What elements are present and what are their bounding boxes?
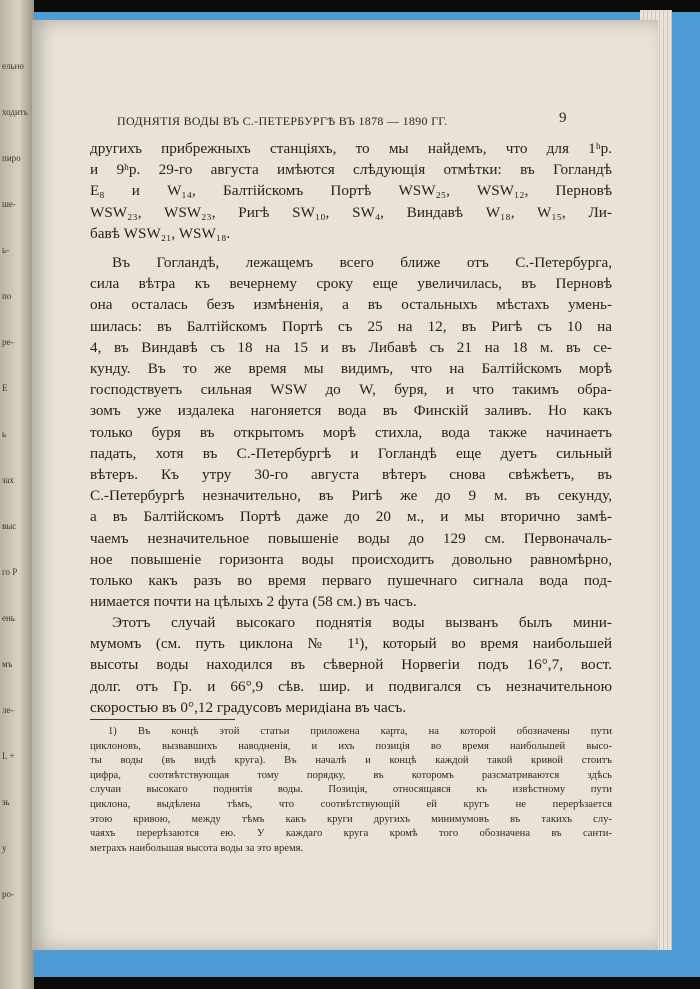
text-line: WSW₂₃, WSW₂₃, Ригѣ SW₁₀, SW₄, Виндавѣ W₁₈, W₁₅, Ли- [90,203,612,221]
text-line: шилась: въ Балтійскомъ Портѣ съ 25 на 12, въ Ригѣ съ 10 на [90,317,612,335]
footnote-line: чаяхъ перерѣзаются ею. У каждаго круга кромѣ того обозначена въ санти- [90,828,612,840]
left-page-fragment: ельно [2,61,24,71]
left-page-fragment: ень [2,613,15,623]
left-page-fragment: I. + [2,751,15,761]
text-line: падать, хотя въ С.-Петербургѣ и Гогландѣ еще дуетъ сильный [90,444,612,462]
paragraph-1 [90,138,612,244]
text-line: бавѣ WSW₂₁, WSW₁₈. [90,224,231,242]
text-line: только какъ разъ во время перваго пушечнаго сигнала вода под- [90,572,612,590]
text-line: и 9ʰр. 29-го августа имѣются слѣдующія отмѣтки: въ Гогландѣ [90,161,612,179]
left-page-fragment: ходить [2,107,28,117]
text-line: другихъ прибрежныхъ станціяхъ, то мы найдемъ, что для 1ʰр. [90,140,612,157]
left-page-fragment: зь [2,797,10,807]
left-page-fragment: зах [2,475,15,485]
text-line: зомъ уже издалека нагоняется вода въ Финскій заливъ. Но какъ [90,402,612,420]
left-page-fragment: пиро [2,153,21,163]
text-line: она осталась безъ измѣненія, а въ остальныхъ мѣстахъ умень- [90,296,612,314]
left-page-fragment: ше- [2,199,16,209]
text-line: кунду. Въ то же время мы видимъ, что на Балтійскомъ морѣ [90,360,612,378]
left-page-fragment: ь- [2,245,10,255]
left-page-fragment: го Р [2,567,18,577]
text-line: Этотъ случай высокаго поднятія воды вызванъ былъ мини- [112,614,612,631]
text-line: господствуетъ сильная WSW до W, буря, и что такимъ обра- [90,381,612,399]
left-page-fragment: ро- [2,889,14,899]
text-line: только буря въ открытомъ морѣ стихла, вода также начинаетъ [90,423,612,441]
left-page-fragment: мъ [2,659,13,669]
left-page-fragment: выс [2,521,17,531]
text-line: а въ Балтійскомъ Портѣ даже до 20 м., и мы вторично замѣ- [90,508,612,526]
text-line: ное повышеніе горизонта воды происходитъ довольно равномѣрно, [90,550,612,568]
text-line: скоростью въ 0°,12 градусовъ меридіана въ часъ. [90,698,407,716]
text-line: чаемъ незначительное повышеніе воды до 129 см. Первоначаль- [90,529,612,547]
running-title: ПОДНЯТІЯ ВОДЫ ВЪ С.-ПЕТЕРБУРГѢ ВЪ 1878 — 1890 ГГ. [117,114,448,128]
text-line: мумомъ (см. путь циклона № 1¹), который во время наибольшей [90,635,612,653]
footnote-line: метрахъ наибольшая высота воды за это время. [90,842,304,854]
footnote-line: циклона, выдѣлена тѣмъ, что соотвѣтствующій ей кругъ не перерѣзается [90,798,612,810]
footnote-line: этою кривою, между тѣмъ какъ круги другихъ минимумовъ въ такихъ слу- [90,813,612,825]
text-line: С.-Петербургѣ незначительно, въ Ригѣ же до 9 м. въ секунду, [90,487,612,505]
text-line: нимается почти на цѣлыхъ 2 фута (58 см.) въ часъ. [90,593,417,611]
text-line: сила вѣтра къ вечернему сроку еще увеличилась, въ Перновѣ [90,275,612,293]
footnote-rule [90,719,235,720]
footnote [90,725,612,856]
text-line: 4, въ Виндавѣ съ 18 на 15 и въ Либавѣ съ 21 на 18 м. въ се- [90,338,612,356]
left-page-fragment: Е [2,383,8,393]
footnote-line: цифра, соотвѣтствующая тому порядку, въ которомъ разсматриваются здѣсь [90,769,612,781]
paragraph-3 [90,612,612,718]
footnote-line: 1) Въ концѣ этой статьи приложена карта, на которой обозначены пути [108,726,612,737]
left-page-fragment: ре- [2,337,14,347]
text-line: Въ Гогландѣ, лежащемъ всего ближе отъ С.-Петербурга, [112,254,612,271]
left-page-fragment: ле- [2,705,14,715]
paragraph-2 [90,252,612,612]
left-page-fragment: по [2,291,12,301]
footnote-line: циклоновъ, вызвавшихъ наводненія, и ихъ позиція во время наибольшей высо- [90,740,612,752]
left-page-fragment: ь [2,429,7,439]
left-page-edge [0,0,34,989]
footnote-line: случаи высокаго поднятія воды. Позиція, относящаяся къ извѣстному пути [90,784,612,796]
page-number: 9 [559,110,567,126]
text-line: E₈ и W₁₄, Балтійскомъ Портѣ WSW₂₅, WSW₁₂, Перновѣ [90,182,612,200]
text-line: вѣтеръ. Къ утру 30-го августа вѣтеръ снова свѣжѣетъ, въ [90,466,612,484]
text-line: долг. отъ Гр. и 66°,9 сѣв. шир. и подвигался съ незначительною [90,677,612,695]
text-line: высоты воды находился въ сѣверной Норвегіи подъ 16°,7, вост. [90,656,612,674]
book-page [32,20,658,950]
left-page-fragment: у [2,843,7,853]
footnote-line: ты воды (въ видѣ круга). Въ началѣ и концѣ каждой такой кривой стоитъ [90,755,612,767]
